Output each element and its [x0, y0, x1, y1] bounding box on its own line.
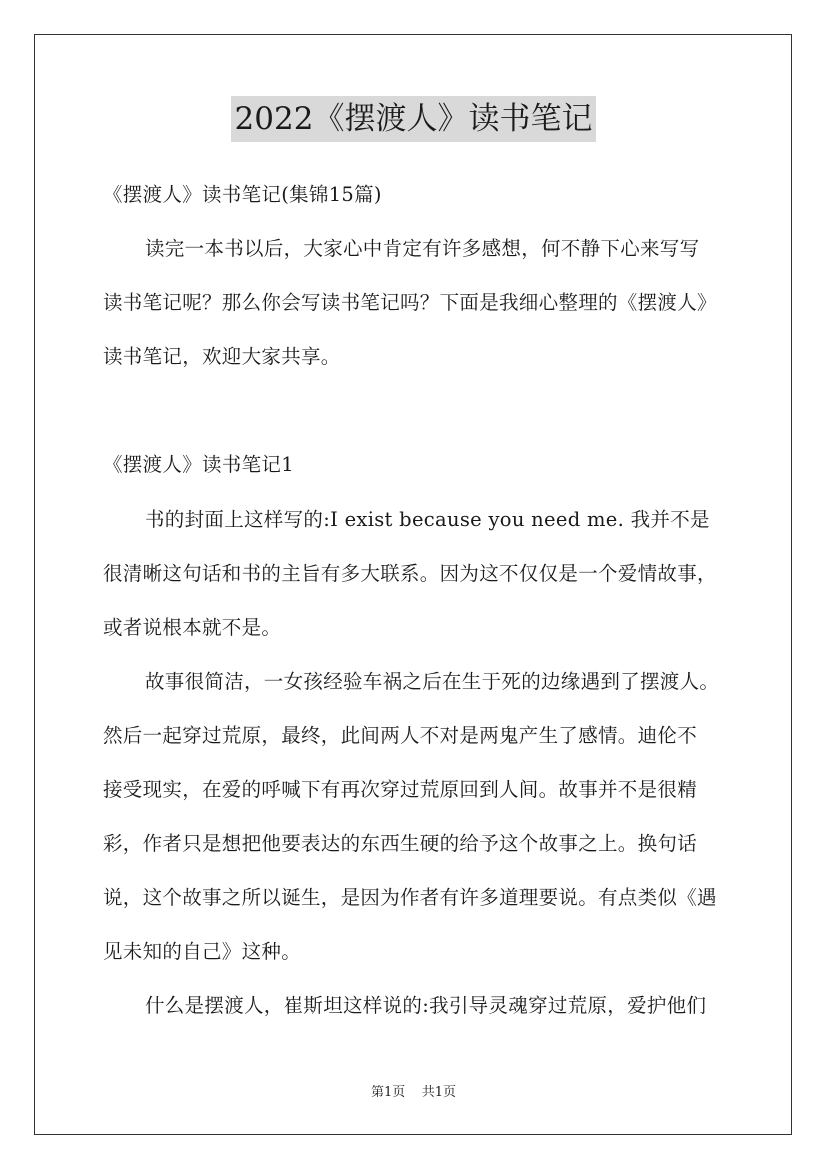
paragraph-line: 见未知的自己》这种。 — [103, 940, 302, 963]
document-subtitle: 《摆渡人》读书笔记(集锦15篇) — [103, 183, 382, 206]
page-number: 第1页 — [370, 1085, 406, 1100]
paragraph-line: 很清晰这句话和书的主旨有多大联系。因为这不仅仅是一个爱情故事， — [103, 562, 717, 585]
document-title: 2022《摆渡人》读书笔记 — [231, 96, 597, 142]
paragraph-line: 故事很简洁，一女孩经验车祸之后在生于死的边缘遇到了摆渡人。 — [145, 670, 720, 693]
page-total: 共1页 — [421, 1085, 457, 1100]
paragraph-line: 书的封面上这样写的:I exist because you need me. 我并不是 — [145, 508, 710, 531]
title-container — [0, 96, 827, 142]
paragraph-line: 彩，作者只是想把他要表达的东西生硬的给予这个故事之上。换句话 — [103, 832, 698, 855]
paragraph-line: 接受现实，在爱的呼喊下有再次穿过荒原回到人间。故事并不是很精 — [103, 778, 698, 801]
section-heading: 《摆渡人》读书笔记1 — [103, 453, 294, 476]
page-footer — [0, 1085, 827, 1101]
paragraph-line: 然后一起穿过荒原，最终，此间两人不对是两鬼产生了感情。迪伦不 — [103, 724, 698, 747]
intro-line: 读完一本书以后，大家心中肯定有许多感想，何不静下心来写写 — [145, 237, 700, 260]
intro-line: 读书笔记，欢迎大家共享。 — [103, 345, 341, 368]
intro-line: 读书笔记呢？那么你会写读书笔记吗？下面是我细心整理的《摆渡人》 — [103, 291, 717, 314]
paragraph-line: 或者说根本就不是。 — [103, 616, 282, 639]
paragraph-line: 说，这个故事之所以诞生，是因为作者有许多道理要说。有点类似《遇 — [103, 886, 717, 909]
paragraph-line: 什么是摆渡人，崔斯坦这样说的:我引导灵魂穿过荒原，爱护他们 — [145, 994, 707, 1017]
